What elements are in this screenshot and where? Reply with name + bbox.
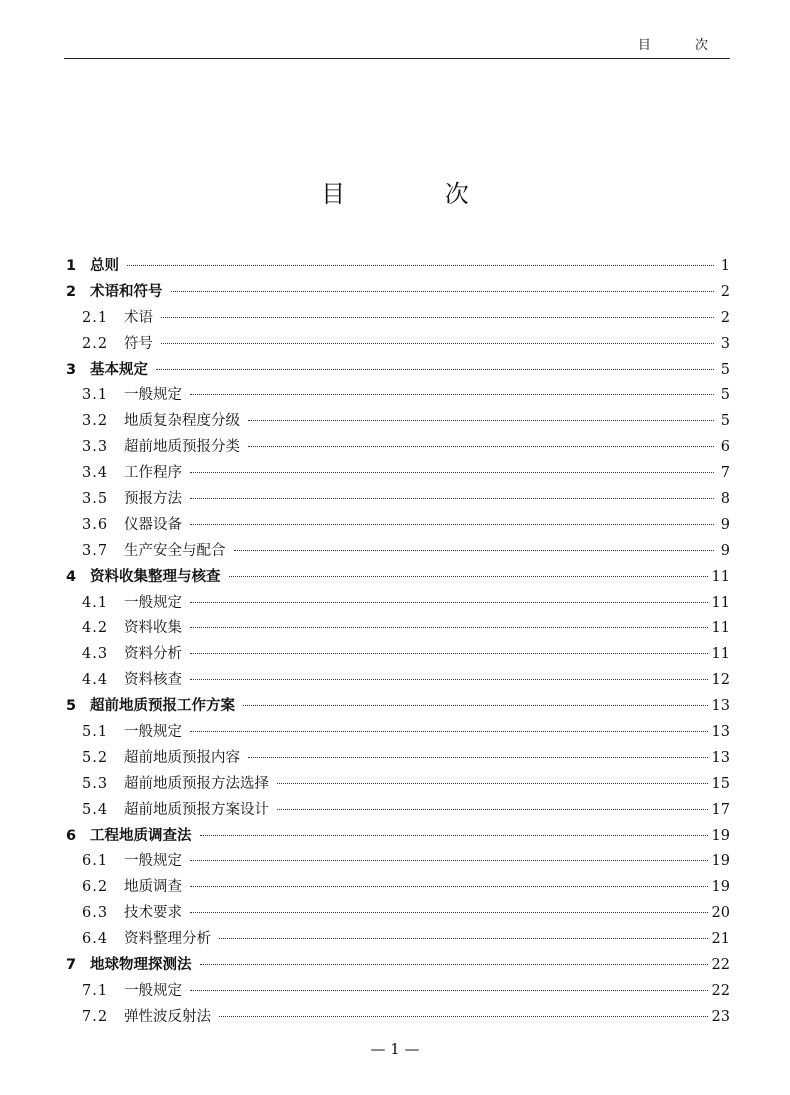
toc-entry-number: 5.2 xyxy=(82,749,109,766)
toc-chapter-entry xyxy=(66,565,730,591)
toc-entry-page: 7 xyxy=(720,465,730,482)
toc-entry-number: 3.5 xyxy=(82,491,109,508)
toc-entry-title: 资料分析 xyxy=(124,646,182,663)
toc-chapter-entry xyxy=(66,280,730,306)
toc-entry-page: 19 xyxy=(711,827,730,844)
toc-entry-number: 4.2 xyxy=(82,620,109,637)
toc-entry-number: 3.1 xyxy=(82,387,109,404)
toc-entry-page: 3 xyxy=(720,335,730,352)
toc-entry-number: 6.2 xyxy=(82,879,109,896)
dot-leader xyxy=(190,679,708,680)
toc-entry-title: 基本规定 xyxy=(90,361,148,378)
toc-section-entry xyxy=(66,720,730,746)
table-of-contents xyxy=(66,254,730,1031)
toc-entry-number: 6.1 xyxy=(82,853,109,870)
toc-section-entry xyxy=(66,539,730,565)
dot-leader xyxy=(200,964,708,965)
toc-section-entry xyxy=(66,616,730,642)
toc-section-entry xyxy=(66,513,730,539)
toc-entry-number: 7.2 xyxy=(82,1008,109,1025)
toc-entry-title: 弹性波反射法 xyxy=(124,1008,211,1025)
toc-entry-title: 资料核查 xyxy=(124,672,182,689)
toc-entry-title: 一般规定 xyxy=(124,982,182,999)
toc-section-entry xyxy=(66,306,730,332)
toc-entry-number: 3.4 xyxy=(82,465,109,482)
dot-leader xyxy=(229,576,708,577)
toc-entry-number: 4.1 xyxy=(82,594,109,611)
toc-entry-number: 2.2 xyxy=(82,335,109,352)
toc-entry-title: 资料收集 xyxy=(124,620,182,637)
toc-entry-title: 预报方法 xyxy=(124,491,182,508)
dot-leader xyxy=(248,446,714,447)
toc-entry-title: 一般规定 xyxy=(124,853,182,870)
toc-entry-page: 9 xyxy=(720,516,730,533)
dot-leader xyxy=(190,731,708,732)
toc-entry-title: 仪器设备 xyxy=(124,516,182,533)
dot-leader xyxy=(277,783,708,784)
toc-entry-page: 22 xyxy=(711,982,730,999)
dot-leader xyxy=(190,524,714,525)
toc-entry-number: 5 xyxy=(66,698,77,715)
toc-entry-page: 13 xyxy=(711,698,730,715)
toc-chapter-entry xyxy=(66,694,730,720)
toc-entry-page: 13 xyxy=(711,724,730,741)
toc-section-entry xyxy=(66,772,730,798)
dot-leader xyxy=(219,1016,708,1017)
toc-entry-number: 3.3 xyxy=(82,439,109,456)
toc-entry-title: 超前地质预报工作方案 xyxy=(90,698,235,715)
toc-entry-title: 资料收集整理与核查 xyxy=(90,568,221,585)
toc-entry-page: 17 xyxy=(711,801,730,818)
toc-entry-page: 1 xyxy=(720,258,730,274)
toc-chapter-entry xyxy=(66,254,730,280)
dot-leader xyxy=(190,990,708,991)
toc-entry-number: 3 xyxy=(66,361,77,378)
toc-section-entry xyxy=(66,927,730,953)
toc-entry-title: 一般规定 xyxy=(124,594,182,611)
toc-entry-title: 工作程序 xyxy=(124,465,182,482)
dot-leader xyxy=(190,886,708,887)
toc-entry-page: 5 xyxy=(720,361,730,378)
toc-entry-number: 2.1 xyxy=(82,309,109,326)
dot-leader xyxy=(190,912,708,913)
toc-entry-page: 19 xyxy=(711,853,730,870)
toc-section-entry xyxy=(66,901,730,927)
toc-entry-number: 3.6 xyxy=(82,516,109,533)
toc-section-entry xyxy=(66,849,730,875)
toc-entry-title: 术语和符号 xyxy=(90,283,163,300)
toc-entry-title: 超前地质预报内容 xyxy=(124,749,240,766)
toc-entry-page: 12 xyxy=(711,672,730,689)
toc-chapter-entry xyxy=(66,358,730,384)
toc-entry-number: 1 xyxy=(66,258,77,274)
dot-leader xyxy=(161,343,714,344)
toc-entry-page: 15 xyxy=(711,775,730,792)
toc-section-entry xyxy=(66,979,730,1005)
toc-entry-page: 13 xyxy=(711,749,730,766)
toc-section-entry xyxy=(66,668,730,694)
toc-section-entry xyxy=(66,435,730,461)
toc-entry-title: 一般规定 xyxy=(124,387,182,404)
dot-leader xyxy=(248,757,708,758)
dot-leader xyxy=(219,938,708,939)
toc-entry-number: 4.4 xyxy=(82,672,109,689)
toc-entry-page: 11 xyxy=(711,620,730,637)
toc-entry-page: 5 xyxy=(720,413,730,430)
dot-leader xyxy=(171,291,715,292)
toc-entry-title: 超前地质预报分类 xyxy=(124,439,240,456)
toc-entry-title: 生产安全与配合 xyxy=(124,542,226,559)
toc-entry-title: 工程地质调查法 xyxy=(90,827,192,844)
dot-leader xyxy=(190,653,708,654)
dot-leader xyxy=(190,860,708,861)
toc-entry-number: 5.1 xyxy=(82,724,109,741)
header-rule xyxy=(64,58,730,59)
dot-leader xyxy=(200,835,708,836)
toc-entry-number: 6.3 xyxy=(82,905,109,922)
toc-entry-title: 一般规定 xyxy=(124,724,182,741)
dot-leader xyxy=(190,627,708,628)
toc-entry-page: 11 xyxy=(711,568,730,585)
toc-entry-number: 3.2 xyxy=(82,413,109,430)
running-head: 目 次 xyxy=(637,38,728,53)
dot-leader xyxy=(190,602,708,603)
toc-entry-number: 5.4 xyxy=(82,801,109,818)
toc-entry-page: 20 xyxy=(711,905,730,922)
toc-entry-number: 7 xyxy=(66,957,77,974)
dot-leader xyxy=(127,265,714,266)
dot-leader xyxy=(248,420,714,421)
toc-entry-title: 地质调查 xyxy=(124,879,182,896)
toc-entry-page: 23 xyxy=(711,1008,730,1025)
toc-entry-number: 6 xyxy=(66,827,77,844)
toc-entry-number: 2 xyxy=(66,283,77,300)
toc-entry-page: 2 xyxy=(720,309,730,326)
dot-leader xyxy=(243,705,708,706)
toc-entry-page: 8 xyxy=(720,491,730,508)
toc-section-entry xyxy=(66,383,730,409)
toc-section-entry xyxy=(66,798,730,824)
toc-entry-number: 3.7 xyxy=(82,542,109,559)
toc-entry-title: 术语 xyxy=(124,309,153,326)
toc-entry-number: 6.4 xyxy=(82,931,109,948)
dot-leader xyxy=(190,394,714,395)
toc-entry-number: 5.3 xyxy=(82,775,109,792)
toc-section-entry xyxy=(66,642,730,668)
toc-section-entry xyxy=(66,487,730,513)
page-title: 目 次 xyxy=(321,180,515,208)
toc-section-entry xyxy=(66,875,730,901)
toc-section-entry xyxy=(66,461,730,487)
toc-entry-page: 19 xyxy=(711,879,730,896)
toc-entry-page: 2 xyxy=(720,283,730,300)
toc-entry-page: 5 xyxy=(720,387,730,404)
toc-entry-title: 资料整理分析 xyxy=(124,931,211,948)
page-number: — 1 — xyxy=(370,1040,420,1058)
toc-entry-page: 21 xyxy=(711,931,730,948)
toc-entry-title: 地球物理探测法 xyxy=(90,957,192,974)
toc-entry-title: 符号 xyxy=(124,335,153,352)
toc-section-entry xyxy=(66,409,730,435)
dot-leader xyxy=(234,550,715,551)
toc-entry-title: 技术要求 xyxy=(124,905,182,922)
toc-entry-page: 11 xyxy=(711,646,730,663)
toc-chapter-entry xyxy=(66,953,730,979)
toc-entry-page: 9 xyxy=(720,542,730,559)
toc-entry-title: 地质复杂程度分级 xyxy=(124,413,240,430)
dot-leader xyxy=(277,809,708,810)
dot-leader xyxy=(190,472,714,473)
dot-leader xyxy=(156,369,714,370)
toc-entry-number: 4.3 xyxy=(82,646,109,663)
toc-section-entry xyxy=(66,332,730,358)
toc-entry-title: 超前地质预报方法选择 xyxy=(124,775,269,792)
toc-entry-title: 总则 xyxy=(90,258,119,274)
toc-entry-number: 4 xyxy=(66,568,77,585)
dot-leader xyxy=(190,498,714,499)
dot-leader xyxy=(161,317,714,318)
toc-entry-page: 11 xyxy=(711,594,730,611)
toc-entry-page: 6 xyxy=(720,439,730,456)
toc-section-entry xyxy=(66,1005,730,1031)
toc-section-entry xyxy=(66,746,730,772)
toc-entry-number: 7.1 xyxy=(82,982,109,999)
toc-entry-title: 超前地质预报方案设计 xyxy=(124,801,269,818)
toc-section-entry xyxy=(66,591,730,617)
toc-entry-page: 22 xyxy=(711,957,730,974)
toc-chapter-entry xyxy=(66,824,730,850)
